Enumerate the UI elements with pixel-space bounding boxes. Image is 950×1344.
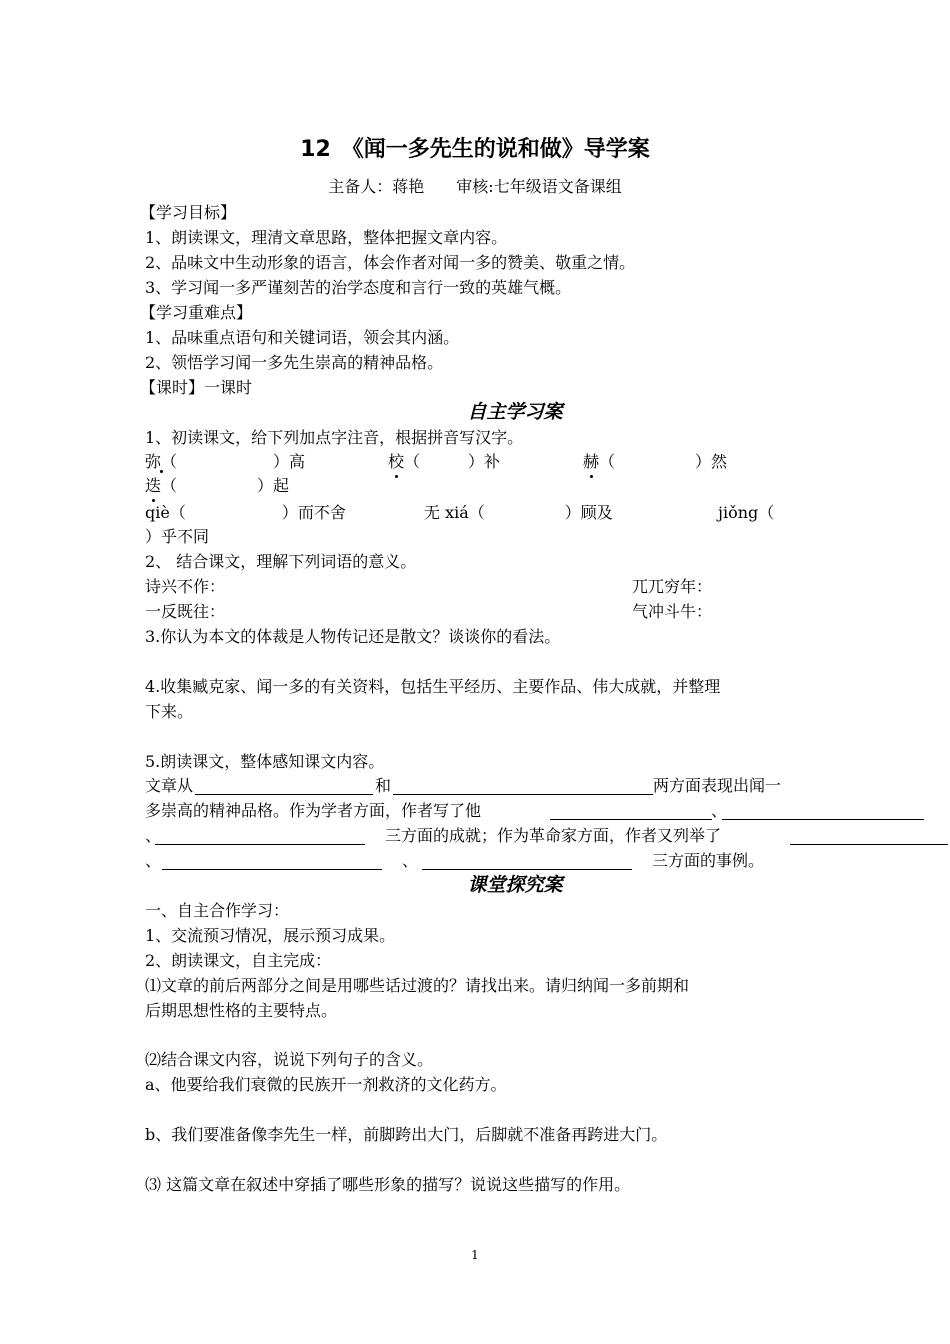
- classroom-question: ⑴文章的前后两部分之间是用哪些话过渡的？请找出来。请归纳闻一多前期和: [145, 976, 690, 995]
- fill-text: 、: [145, 851, 162, 870]
- pinyin-item: 校（ ）补: [388, 452, 501, 471]
- classroom-title: 课堂探究案: [467, 874, 563, 896]
- term-item: 气冲斗牛：: [632, 602, 713, 621]
- fill-blank[interactable]: [195, 794, 373, 795]
- classroom-question: ⑶ 这篇文章在叙述中穿插了哪些形象的描写？说说这些描写的作用。: [145, 1175, 631, 1194]
- fill-blank[interactable]: [162, 869, 382, 870]
- fill-text: 、: [145, 826, 162, 845]
- pinyin-item: qiè（ ）而不舍: [145, 503, 346, 522]
- fill-text: 多崇高的精神品格。作为学者方面，作者写了他: [145, 801, 482, 820]
- classroom-question: ⑵结合课文内容，说说下列句子的含义。: [145, 1050, 434, 1069]
- classroom-line: 1、交流预习情况，展示预习成果。: [145, 926, 396, 945]
- fill-blank[interactable]: [790, 844, 948, 845]
- pinyin-item: 迭（ ）起: [145, 476, 290, 495]
- class-hours: 【课时】一课时: [140, 378, 253, 397]
- key-points-header: 【学习重难点】: [140, 303, 253, 322]
- fill-blank[interactable]: [722, 819, 924, 820]
- question-2: 2、 结合课文，理解下列词语的意义。: [145, 552, 417, 571]
- fill-text: 两方面表现出闻一: [653, 776, 782, 795]
- pinyin-item: 无 xiá（ ）顾及: [424, 503, 613, 522]
- classroom-line: 2、朗读课文，自主完成：: [145, 951, 332, 970]
- fill-text: 文章从: [145, 776, 194, 795]
- term-item: 兀兀穷年：: [632, 577, 713, 596]
- objective-item: 2、品味文中生动形象的语言，体会作者对闻一多的赞美、敬重之情。: [145, 253, 636, 272]
- pinyin-item: 赫（ ）然: [583, 452, 728, 471]
- fill-text: 三方面的事例。: [652, 851, 765, 870]
- author-line: 主备人：蒋艳 审核:七年级语文备课组: [328, 177, 622, 196]
- fill-blank[interactable]: [393, 794, 653, 795]
- question-1: 1、初读课文，给下列加点字注音，根据拼音写汉字。: [145, 428, 524, 447]
- self-study-title: 自主学习案: [467, 401, 563, 423]
- objective-item: 3、学习闻一多严谨刻苦的治学态度和言行一致的英雄气概。: [145, 278, 572, 297]
- classroom-question: 后期思想性格的主要特点。: [145, 1001, 338, 1020]
- classroom-sentence: b、我们要准备像李先生一样，前脚跨出大门，后脚就不准备再跨进大门。: [145, 1125, 668, 1144]
- fill-blank[interactable]: [550, 819, 712, 820]
- objectives-header: 【学习目标】: [140, 203, 237, 222]
- pinyin-item: ）乎不同: [145, 527, 210, 546]
- term-item: 诗兴不作：: [145, 577, 226, 596]
- fill-blank[interactable]: [155, 844, 365, 845]
- pinyin-item: jiǒng（: [718, 503, 775, 522]
- page-number: 1: [471, 1248, 479, 1262]
- question-4: 4.收集臧克家、闻一多的有关资料，包括生平经历、主要作品、伟大成就，并整理: [145, 677, 721, 696]
- fill-text: 三方面的成就；作为革命家方面，作者又列举了: [385, 826, 722, 845]
- pinyin-item: 弥（ ）高: [145, 452, 306, 471]
- objective-item: 1、朗读课文，理清文章思路，整体把握文章内容。: [145, 228, 508, 247]
- fill-blank[interactable]: [422, 869, 632, 870]
- classroom-line: 一、自主合作学习：: [145, 901, 290, 920]
- fill-text: 、: [402, 851, 419, 870]
- classroom-sentence: a、他要给我们衰微的民族开一剂救济的文化药方。: [145, 1075, 507, 1094]
- term-item: 一反既往：: [145, 602, 226, 621]
- fill-text: 和: [375, 776, 392, 795]
- fill-text: 、: [711, 801, 728, 820]
- question-3: 3.你认为本文的体裁是人物传记还是散文？谈谈你的看法。: [145, 627, 561, 646]
- key-point-item: 2、领悟学习闻一多先生崇高的精神品格。: [145, 353, 444, 372]
- question-4: 下来。: [145, 702, 194, 721]
- key-point-item: 1、品味重点语句和关键词语，领会其内涵。: [145, 328, 460, 347]
- page-title: 12 《闻一多先生的说和做》导学案: [300, 137, 650, 162]
- question-5: 5.朗读课文，整体感知课文内容。: [145, 752, 385, 771]
